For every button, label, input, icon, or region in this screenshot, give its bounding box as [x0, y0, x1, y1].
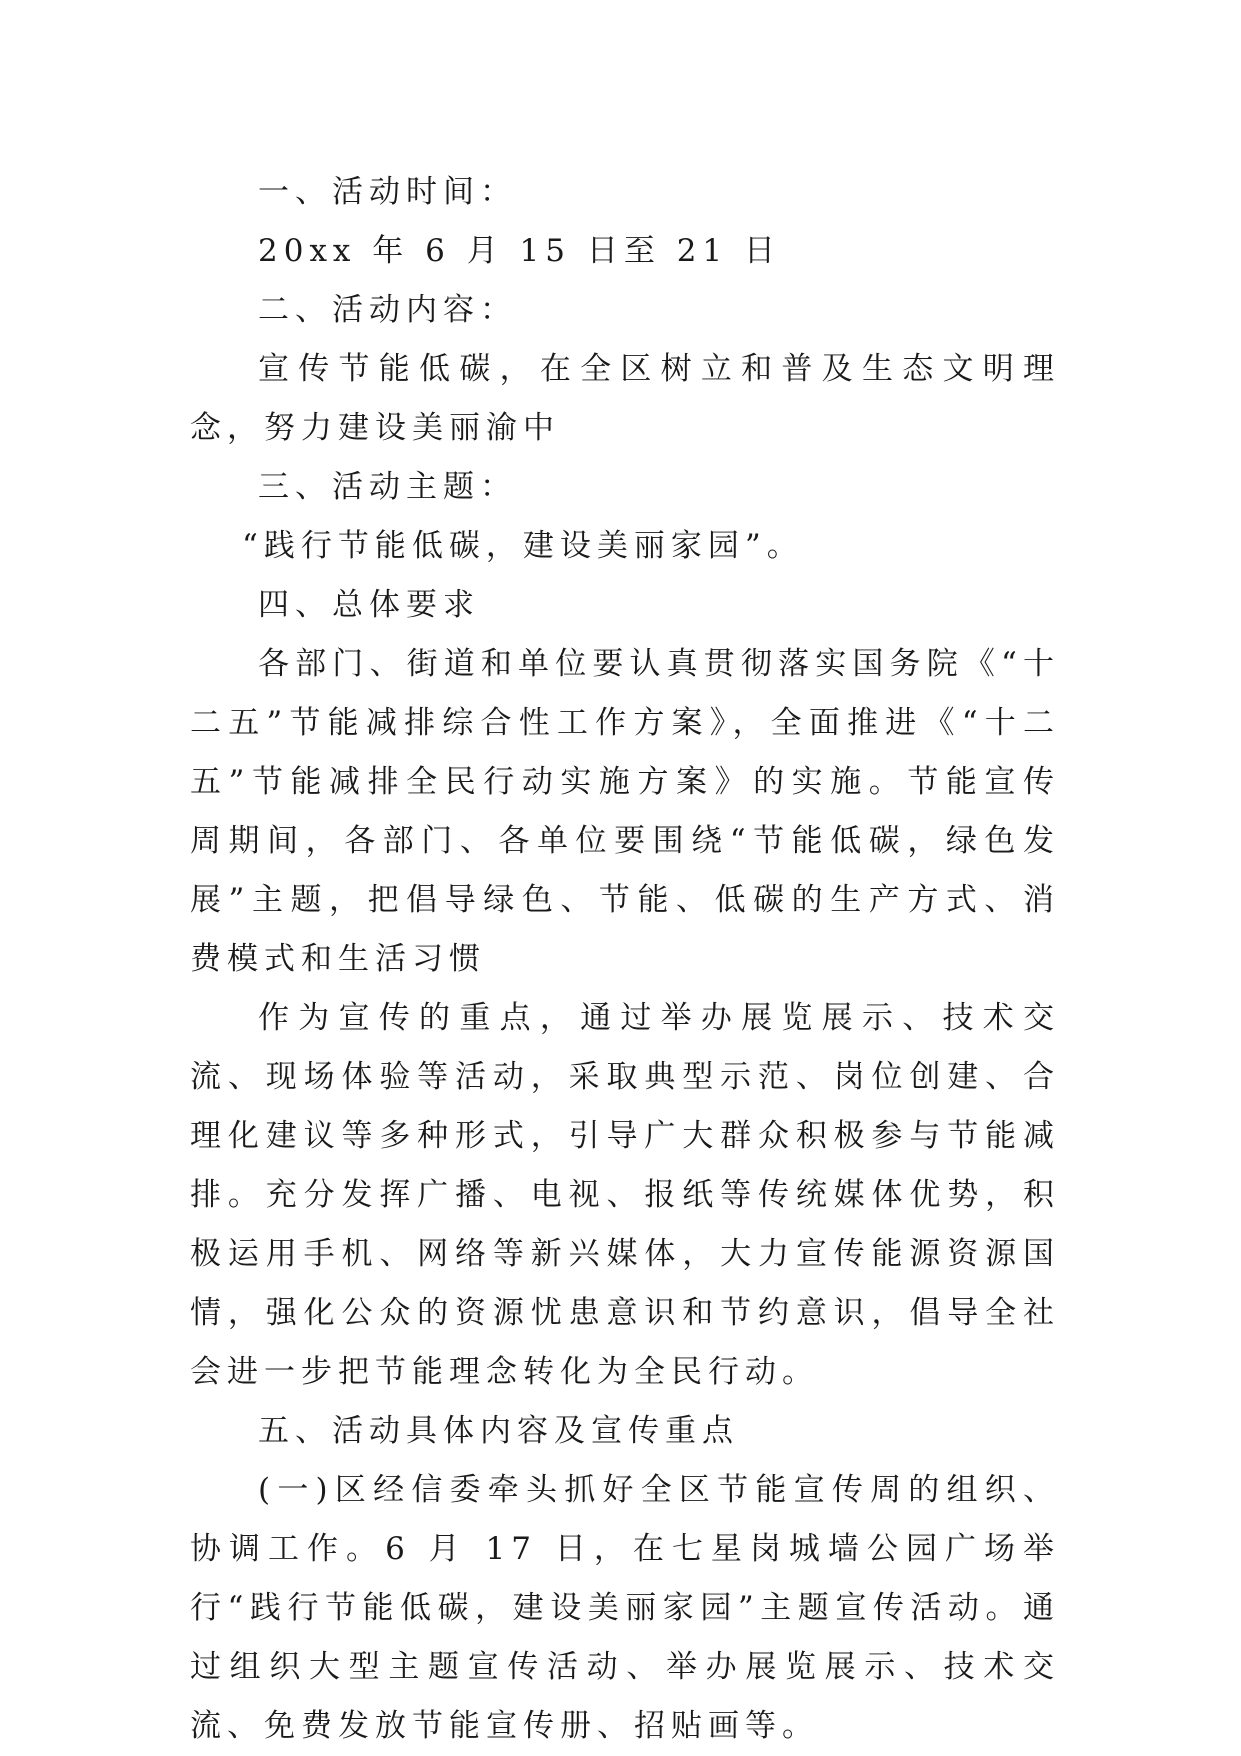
- requirements-paragraph-1: 各部门、街道和单位要认真贯彻落实国务院《“十二五”节能减排综合性工作方案》，全面推进《“十二五”节能减排全民行动实施方案》的实施。节能宣传周期间，各部门、各单位要围绕“节能低碳，绿色发展”主题，把倡导绿色、节能、低碳的生产方式、消费模式和生活习惯: [190, 646, 1060, 977]
- section-heading-content: 二、活动内容：: [258, 292, 517, 328]
- activity-theme-text: “践行节能低碳，建设美丽家园”。: [242, 528, 804, 564]
- section-heading-details: 五、活动具体内容及宣传重点: [258, 1413, 739, 1449]
- details-paragraph-1: (一)区经信委牵头抓好全区节能宣传周的组织、协调工作。6 月 17 日，在七星岗城墙公园广场举行“践行节能低碳，建设美丽家园”主题宣传活动。通过组织大型主题宣传活动、举办展览展示、技术交流、免费发放节能宣传册、招贴画等。: [190, 1472, 1060, 1744]
- document-body: [190, 163, 1060, 1756]
- activity-date: 20xx 年 6 月 15 日至 21 日: [258, 233, 782, 269]
- section-heading-time: 一、活动时间：: [258, 174, 517, 210]
- section-heading-requirements: 四、总体要求: [258, 587, 480, 623]
- requirements-paragraph-2: 作为宣传的重点，通过举办展览展示、技术交流、现场体验等活动，采取典型示范、岗位创建、合理化建议等多种形式，引导广大群众积极参与节能减排。充分发挥广播、电视、报纸等传统媒体优势，积极运用手机、网络等新兴媒体，大力宣传能源资源国情，强化公众的资源忧患意识和节约意识，倡导全社会进一步把节能理念转化为全民行动。: [190, 1000, 1060, 1390]
- section-heading-theme: 三、活动主题：: [258, 469, 517, 505]
- activity-content-text: 宣传节能低碳，在全区树立和普及生态文明理念，努力建设美丽渝中: [190, 351, 1060, 446]
